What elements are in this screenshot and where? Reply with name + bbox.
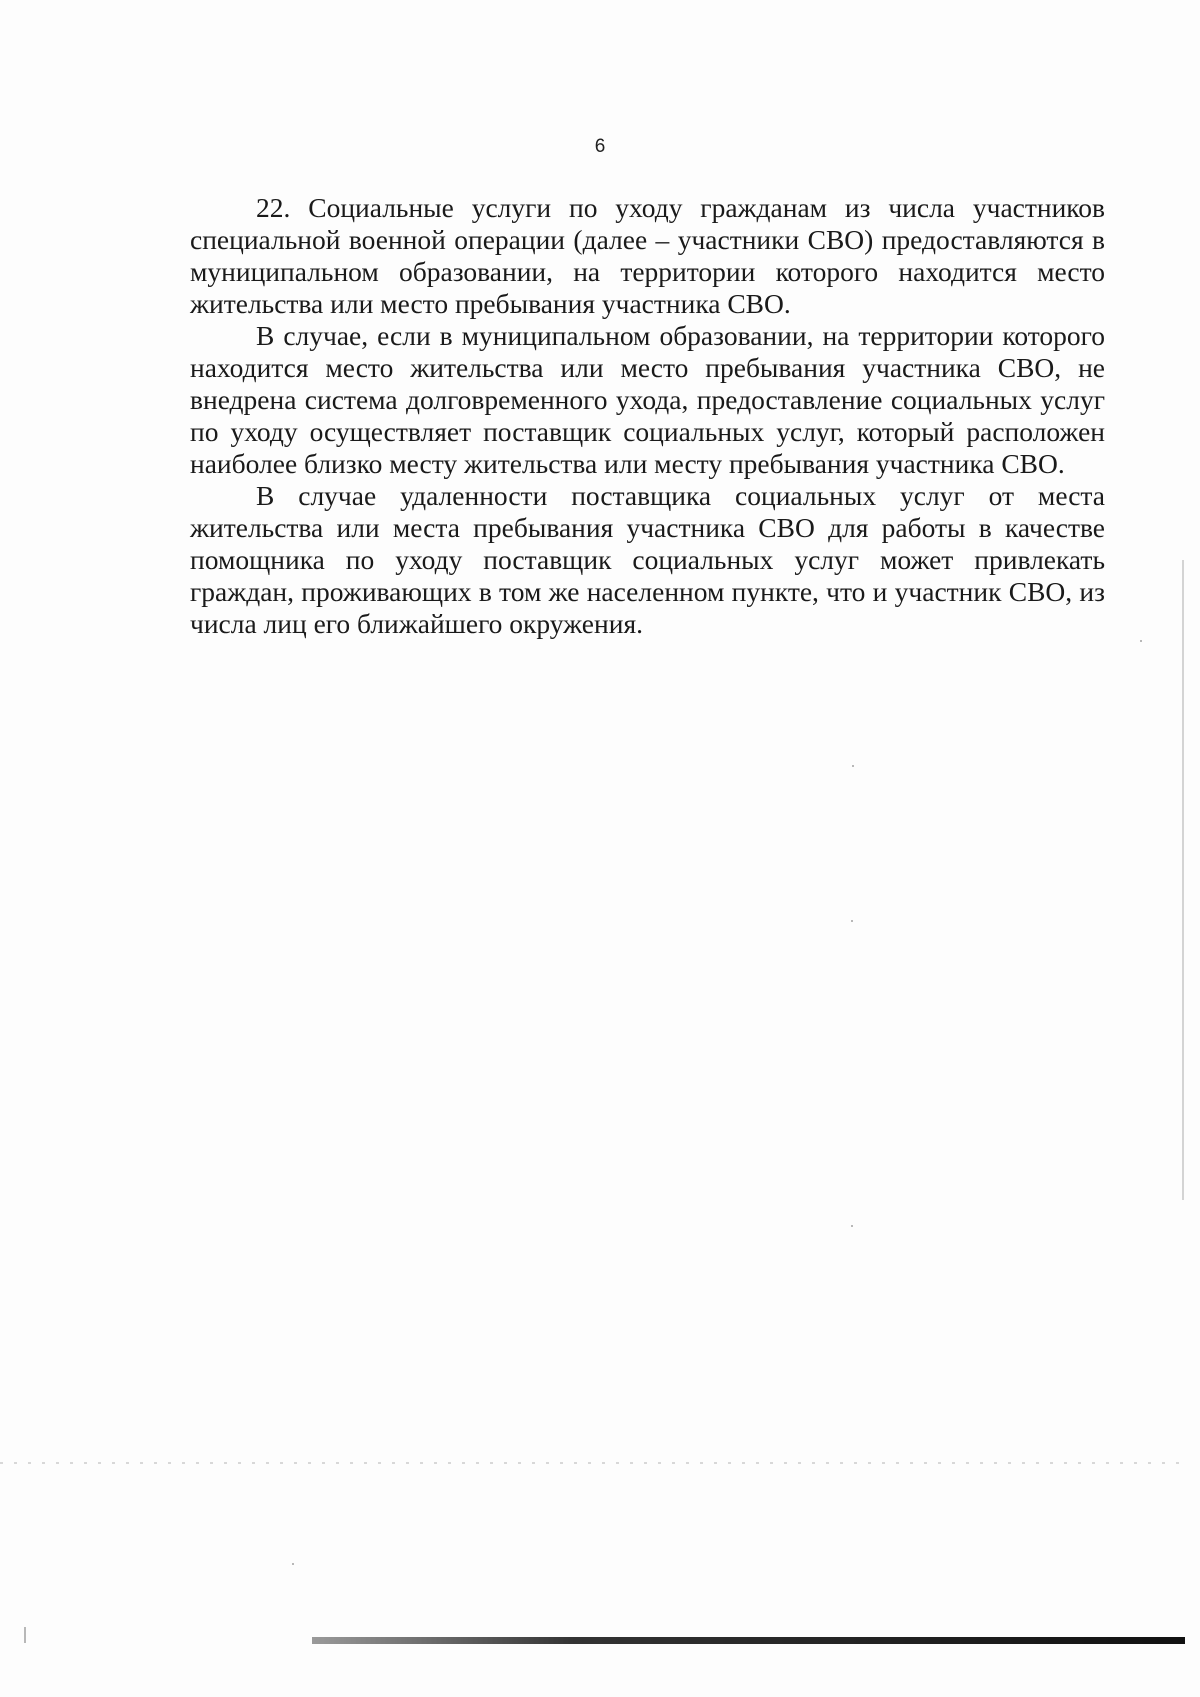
document-body [190, 192, 1105, 640]
scan-artifact-edge-mark [1182, 560, 1184, 1200]
scan-artifact-speck [292, 1563, 294, 1565]
paragraph-case-no-ltc-system: В случае, если в муниципальном образовании, на территории которого находится место жительства или место пребывания участника СВО, не внедрена система долговременного ухода, предоставление социальных услуг по уходу осуществляет поставщик социальных услуг, который расположен наиболее близко месту жительства или месту пребывания участника СВО. [190, 320, 1105, 479]
scan-artifact-edge-mark [24, 1627, 26, 1643]
scan-artifact-speck [851, 1225, 853, 1227]
page-number: 6 [594, 136, 606, 157]
scan-artifact-speck [851, 920, 853, 922]
paragraph-case-remote-provider: В случае удаленности поставщика социальных услуг от места жительства или места пребывания участника СВО для работы в качестве помощника по уходу поставщик социальных услуг может привлекать граждан, проживающих в том же населенном пункте, что и участник СВО, из числа лиц его ближайшего окружения. [190, 480, 1105, 639]
scan-artifact-bottom-bar [312, 1637, 1185, 1644]
scan-artifact-dotted-line [0, 1462, 1190, 1464]
scan-artifact-speck [1140, 640, 1142, 642]
paragraph-22: 22. Социальные услуги по уходу гражданам из числа участников специальной военной операции (далее – участники СВО) предоставляются в муниципальном образовании, на территории которого находится место жительства или место пребывания участника СВО. [190, 192, 1105, 319]
scan-artifact-speck [852, 765, 854, 767]
